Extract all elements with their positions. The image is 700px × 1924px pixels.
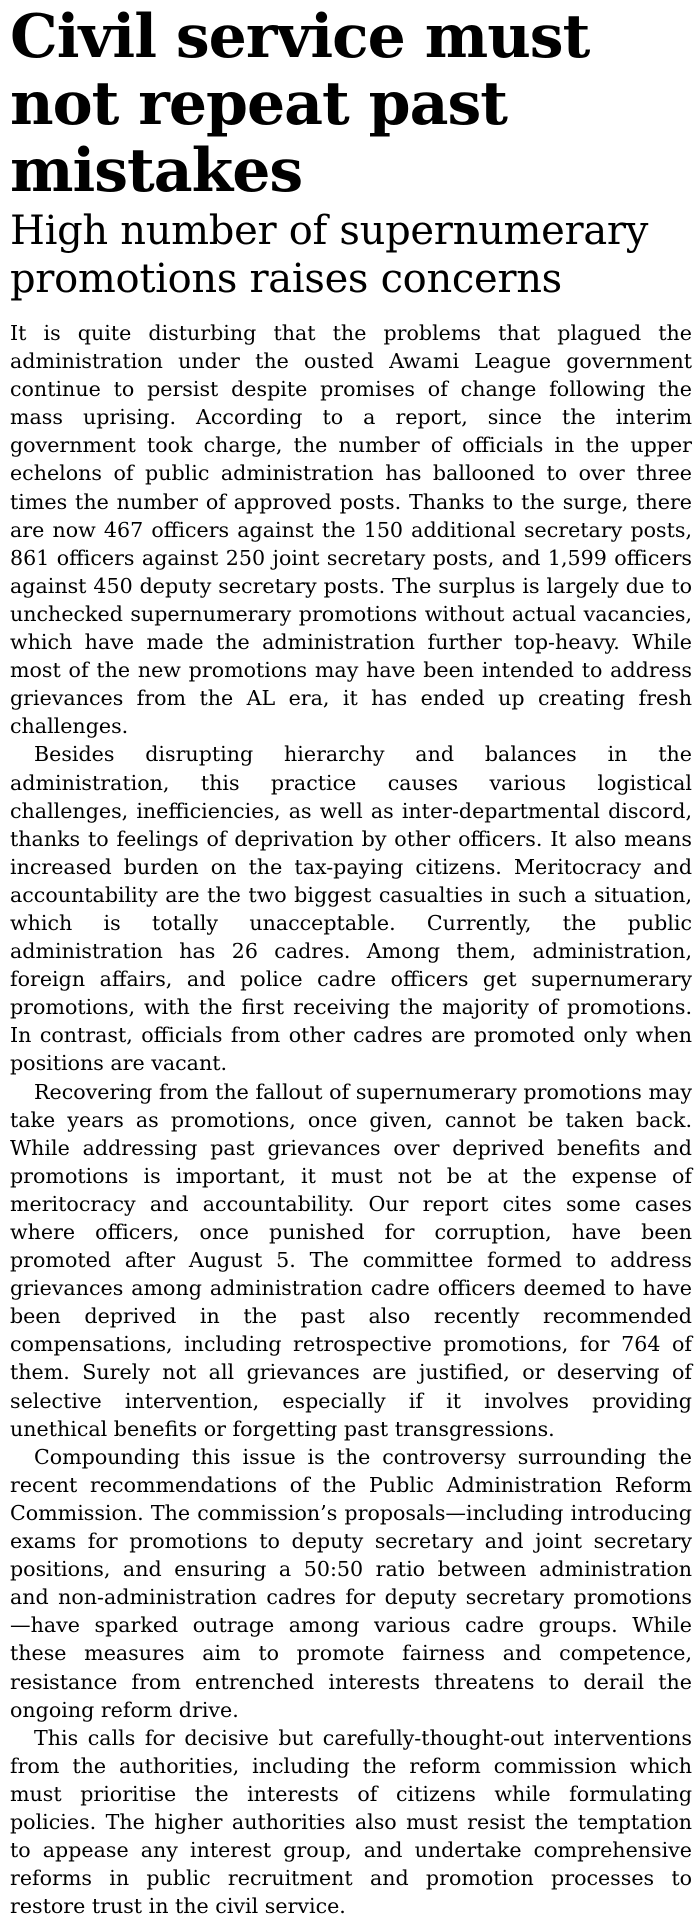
article-body xyxy=(10,319,692,1920)
subheadline: High number of supernumerary promotions raises concerns xyxy=(10,208,649,302)
paragraph-4: Compounding this issue is the controversy surrounding the recent recommendations of the Public Administration Reform Commission. The commission’s proposals—including introducing exams for promotions to deputy secretary and joint secretary positions, and ensuring a 50:50 ratio between administration and non-administration cadres for deputy secretary promotions—have sparked outrage among various cadre groups. While these measures aim to promote fairness and competence, resistance from entrenched interests threatens to derail the ongoing reform drive. xyxy=(10,1444,692,1722)
paragraph-1: It is quite disturbing that the problems that plagued the administration under the ousted Awami League government continue to persist despite promises of change following the mass uprising. According to a report, since the interim government took charge, the number of officials in the upper echelons of public administration has ballooned to over three times the number of approved posts. Thanks to the surge, there are now 467 officers against the 150 additional secretary posts, 861 officers against 250 joint secretary posts, and 1,599 officers against 450 deputy secretary posts. The surplus is largely due to unchecked supernumerary promotions without actual vacancies, which have made the administration further top-heavy. While most of the new promotions may have been intended to address grievances from the AL era, it has ended up creating fresh challenges. xyxy=(10,321,692,739)
paragraph-2: Besides disrupting hierarchy and balances in the administration, this practice causes various logistical challenges, inefficiencies, as well as inter-departmental discord, thanks to feelings of deprivation by other officers. It also means increased burden on the tax-paying citizens. Meritocracy and accountability are the two biggest casualties in such a situation, which is totally unacceptable. Currently, the public administration has 26 cadres. Among them, administration, foreign affairs, and police cadre officers get supernumerary promotions, with the first receiving the majority of promotions. In contrast, officials from other cadres are promoted only when positions are vacant. xyxy=(10,742,692,1076)
paragraph-3: Recovering from the fallout of supernumerary promotions may take years as promotions, once given, cannot be taken back. While addressing past grievances over deprived benefits and promotions is important, it must not be at the expense of meritocracy and accountability. Our report cites some cases where officers, once punished for corruption, have been promoted after August 5. The committee formed to address grievances among administration cadre officers deemed to have been deprived in the past also recently recommended compensations, including retrospective promotions, for 764 of them. Surely not all grievances are justified, or deserving of selective intervention, especially if it involves providing unethical benefits or forgetting past transgressions. xyxy=(10,1079,692,1441)
paragraph-5: This calls for decisive but carefully-thought-out interventions from the authorities, including the reform commission which must prioritise the interests of citizens while formulating policies. The higher authorities also must resist the temptation to appease any interest group, and undertake comprehensive reforms in public recruitment and promotion processes to restore trust in the civil service. xyxy=(10,1725,692,1919)
headline: Civil service must not repeat past mistakes xyxy=(10,2,590,206)
